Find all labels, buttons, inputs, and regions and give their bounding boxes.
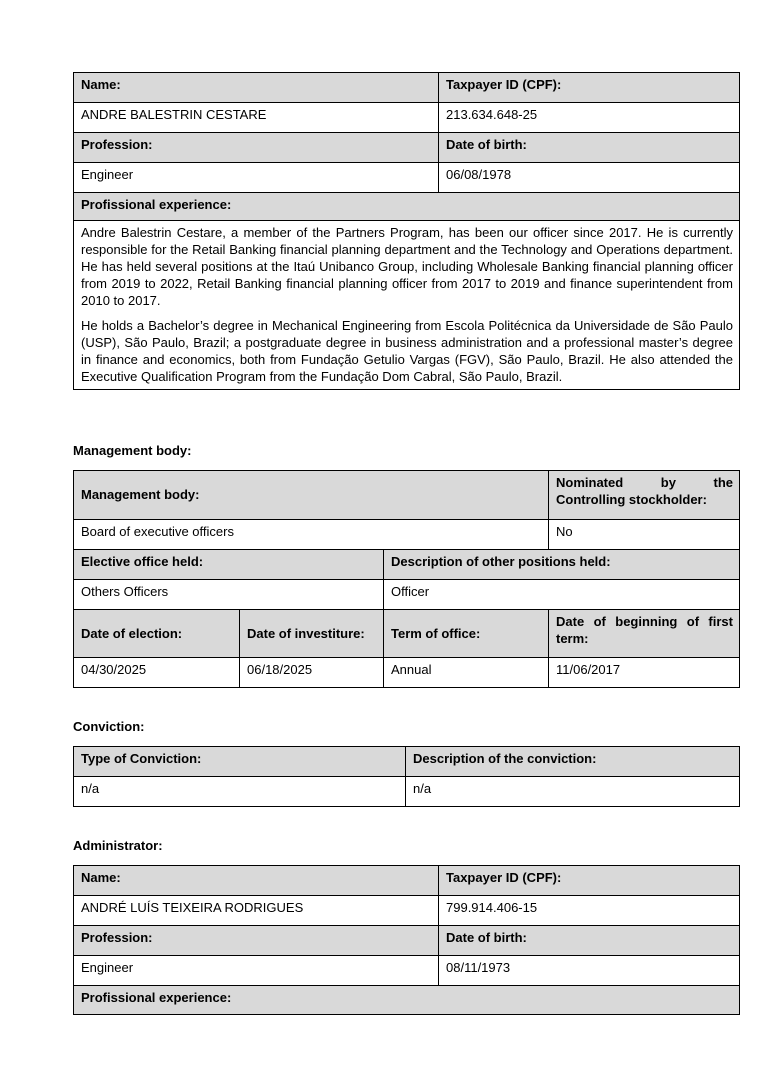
election-date-label: Date of election:	[74, 610, 240, 658]
nominated-value: No	[549, 520, 740, 550]
dob-label: Date of birth:	[439, 133, 740, 163]
admin-name-value: ANDRÉ LUÍS TEIXEIRA RODRIGUES	[74, 896, 439, 926]
admin-profession-value: Engineer	[74, 956, 439, 986]
admin-name-label: Name:	[74, 866, 439, 896]
nominated-word-2: by	[660, 475, 676, 490]
nominated-word-3: the	[713, 475, 733, 490]
conviction-heading: Conviction:	[73, 719, 145, 734]
experience-text	[74, 221, 740, 390]
admin-dob-label: Date of birth:	[439, 926, 740, 956]
admin-profession-label: Profession:	[74, 926, 439, 956]
profession-value: Engineer	[74, 163, 439, 193]
conviction-type-value: n/a	[74, 777, 406, 807]
election-date-value: 04/30/2025	[74, 658, 240, 688]
profession-label: Profession:	[74, 133, 439, 163]
investiture-date-label: Date of investiture:	[240, 610, 384, 658]
administrator-heading: Administrator:	[73, 838, 163, 853]
elective-office-value: Others Officers	[74, 580, 384, 610]
admin-cpf-value: 799.914.406-15	[439, 896, 740, 926]
person-info-table	[73, 72, 740, 390]
conviction-description-value: n/a	[406, 777, 740, 807]
name-label: Name:	[74, 73, 439, 103]
management-body-label: Management body:	[74, 471, 549, 520]
conviction-table	[73, 746, 740, 807]
elective-office-label: Elective office held:	[74, 550, 384, 580]
experience-label: Profissional experience:	[74, 193, 740, 221]
term-of-office-value: Annual	[384, 658, 549, 688]
nominated-label	[549, 471, 740, 520]
other-positions-label: Description of other positions held:	[384, 550, 740, 580]
admin-experience-label: Profissional experience:	[74, 986, 740, 1015]
first-term-label: Date of beginning of first term:	[549, 610, 740, 658]
conviction-type-label: Type of Conviction:	[74, 747, 406, 777]
experience-paragraph-2: He holds a Bachelor’s degree in Mechanical Engineering from Escola Politécnica da Universidade de São Paulo (USP), São Paulo, Brazil; a postgraduate degree in business administration and a professional master’s degree in finance and economics, both from Fundação Getulio Vargas (FGV), São Paulo, Brazil. He also attended the Executive Qualification Program from the Fundação Dom Cabral, São Paulo, Brazil.	[81, 318, 733, 384]
first-term-value: 11/06/2017	[549, 658, 740, 688]
management-heading: Management body:	[73, 443, 192, 458]
nominated-word-4: Controlling stockholder:	[556, 492, 707, 507]
administrator-table	[73, 865, 740, 1015]
term-of-office-label: Term of office:	[384, 610, 549, 658]
nominated-word-1: Nominated	[556, 475, 624, 490]
admin-cpf-label: Taxpayer ID (CPF):	[439, 866, 740, 896]
dob-value: 06/08/1978	[439, 163, 740, 193]
conviction-description-label: Description of the conviction:	[406, 747, 740, 777]
investiture-date-value: 06/18/2025	[240, 658, 384, 688]
management-table	[73, 470, 740, 688]
admin-dob-value: 08/11/1973	[439, 956, 740, 986]
management-body-value: Board of executive officers	[74, 520, 549, 550]
cpf-value: 213.634.648-25	[439, 103, 740, 133]
other-positions-value: Officer	[384, 580, 740, 610]
cpf-label: Taxpayer ID (CPF):	[439, 73, 740, 103]
name-value: ANDRE BALESTRIN CESTARE	[74, 103, 439, 133]
experience-paragraph-1: Andre Balestrin Cestare, a member of the Partners Program, has been our officer since 2017. He is currently responsible for the Retail Banking financial planning department and the Technology and Operations department. He has held several positions at the Itaú Unibanco Group, including Wholesale Banking financial planning officer from 2019 to 2022, Retail Banking financial planning officer from 2017 to 2019 and finance superintendent from 2010 to 2017.	[81, 225, 733, 308]
